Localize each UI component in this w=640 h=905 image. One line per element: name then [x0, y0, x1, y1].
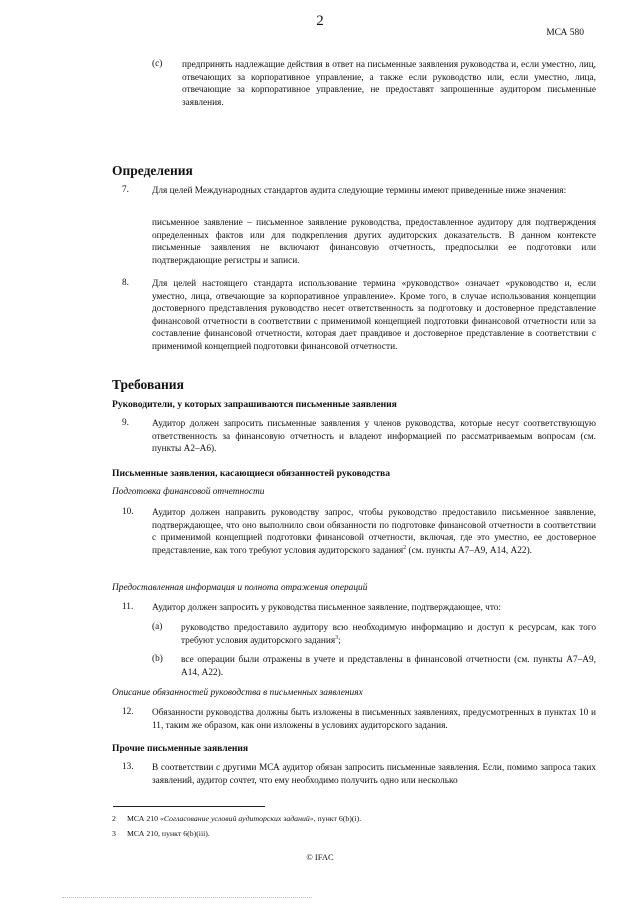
para-9-text: Аудитор должен запросить письменные заявления у членов руководства, которые несут соответствующую ответственность за финансовую отчетность и владеют информацией по рассматриваемым вопросам (см. пункты А2–А6).	[152, 419, 596, 454]
requirements-heading: Требования	[112, 377, 184, 392]
para-11a-text: руководство предоставило аудитору всю необходимую информацию и доступ к ресурсам, как того требуют условия аудиторского задания$^3$;	[181, 623, 596, 646]
italic-heading-information-provided: Предоставленная информация и полнота отражения операций	[112, 583, 368, 593]
page-footer: © IFAC	[306, 852, 334, 862]
footnote-3-text: МСА 210, пункт 6(b)(iii).	[127, 829, 210, 838]
para-7-text: Для целей Международных стандартов аудита следующие термины имеют приведенные ниже значения:	[152, 186, 567, 196]
para-8-number: 8.	[122, 278, 129, 288]
scan-artifact-line	[62, 897, 312, 898]
footnote-ref-3[interactable]: 3	[335, 634, 339, 641]
para-11b-label: (b)	[152, 654, 163, 664]
para-7-definition: письменное заявление – письменное заявление руководства, предоставленное аудитору для подтверждения определенных фактов или для подкрепления других аудиторских доказательств. В данном контексте письменные заявления не включают финансовую отчетность, предпосылки ее подготовки или подтверждающие регистры и записи.	[152, 218, 596, 266]
subheading-management-responsibilities: Письменные заявления, касающиеся обязанностей руководства	[112, 468, 391, 479]
footnote-3-number: 3	[112, 829, 116, 838]
footnote-ref-2[interactable]: 2	[403, 544, 407, 551]
para-10-text: Аудитор должен направить руководству запрос, чтобы руководство предоставило письменное заявление, подтверждающее, что оно выполнило свои обязанности по подготовке финансовой отчетности в соответствии с применимой концепцией подготовки финансовой отчетности, включая, где это уместно, ее достоверное представление, как того требуют условия аудиторского задания$^2$ (см. пункты А7–А9, А14, А22).	[152, 508, 596, 556]
standard-code: МСА 580	[546, 28, 584, 38]
para-11a-label: (a)	[152, 622, 163, 632]
para-8-text: Для целей настоящего стандарта использование термина «руководство» означает «руководство и, если уместно, лица, отвечающие за корпоративное управление». Кроме того, в случае использования концепции достоверного представления руководство несет ответственность за подготовку и достоверное представление финансовой отчетности в соответствии с применимой концепцией подготовки финансовой отчетности или за составление финансовой отчетности, которая дает правдивое и достоверное представление в соответствии с применимой концепцией подготовки финансовой отчетности.	[152, 279, 596, 352]
para-11-number: 11.	[122, 602, 134, 612]
footnote-2-text: МСА 210 «Согласование условий аудиторских заданий», пункт 6(b)(i).	[127, 814, 362, 823]
para-12-text: Обязанности руководства должны быть изложены в письменных заявлениях, предусмотренных в пунктах 10 и 11, таким же образом, как они изложены в условиях аудиторского задания.	[152, 708, 596, 731]
para-11-text: Аудитор должен запросить у руководства письменное заявление, подтверждающее, что:	[152, 603, 502, 613]
para-12-number: 12.	[122, 707, 134, 717]
para-11b-text: все операции были отражены в учете и представлены в финансовой отчетности (см. пункты А7–А9, А14, А22).	[181, 655, 596, 678]
subheading-other-representations: Прочие письменные заявления	[112, 743, 249, 754]
footnote-2-number: 2	[112, 814, 116, 823]
para-13-text: В соответствии с другими МСА аудитор обязан запросить письменные заявления. Если, помимо запроса таких заявлений, аудитор сочтет, что ему необходимо получить одно или несколько	[152, 763, 596, 786]
italic-heading-fs-preparation: Подготовка финансовой отчетности	[112, 487, 265, 497]
page-number: 2	[316, 13, 324, 29]
para-9-number: 9.	[122, 418, 129, 428]
footnote-divider	[113, 806, 265, 807]
para-13-number: 13.	[122, 762, 134, 772]
subheading-management-from-whom: Руководители, у которых запрашиваются письменные заявления	[112, 399, 397, 410]
para-7-number: 7.	[122, 185, 129, 195]
para-10-number: 10.	[122, 507, 134, 517]
definitions-heading: Определения	[112, 163, 193, 178]
italic-heading-description-responsibilities: Описание обязанностей руководства в письменных заявлениях	[112, 688, 363, 698]
item-c-text: предпринять надлежащие действия в ответ на письменные заявления руководства и, если уместно, лиц, отвечающих за корпоративное управление, а также если руководство или, если уместно, лица, отвечающие за корпоративное управление, не предоставят запрошенные аудитором письменные заявления.	[182, 60, 596, 108]
item-c-label: (c)	[152, 59, 163, 69]
